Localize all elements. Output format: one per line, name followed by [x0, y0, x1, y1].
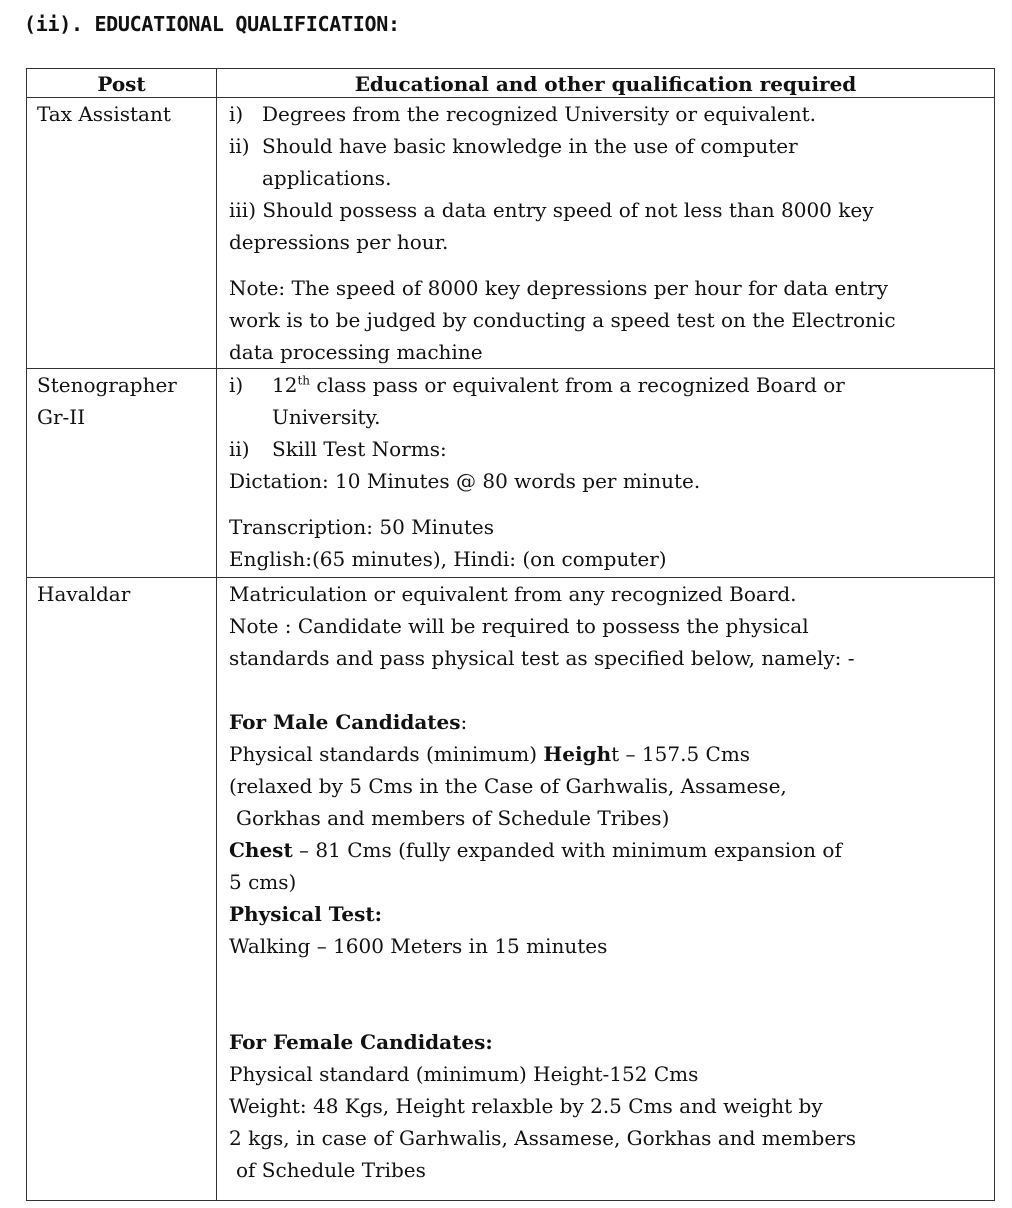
- column-header-qualification: Educational and other qualification required: [217, 69, 995, 98]
- post-name: Stenographer: [37, 373, 177, 397]
- heading-colon: :: [460, 710, 468, 734]
- table-row-havaldar: [27, 578, 995, 1201]
- qualification-cell: [217, 578, 995, 1201]
- note-line: Note : Candidate will be required to possess the physical: [229, 614, 809, 638]
- list-item: [229, 433, 986, 465]
- list-text: Degrees from the recognized University or equivalent.: [262, 102, 817, 126]
- post-cell: [27, 98, 217, 369]
- text-line: University.: [272, 405, 381, 429]
- text-line: applications.: [262, 166, 392, 190]
- note-line: standards and pass physical test as specified below, namely: -: [229, 646, 855, 670]
- physical-test-heading: Physical Test:: [229, 902, 382, 926]
- male-heading-text: For Male Candidates: [229, 710, 461, 734]
- column-header-post: Post: [27, 69, 217, 98]
- transcription-line: Transcription: 50 Minutes: [229, 515, 494, 539]
- chest-line: 5 cms): [229, 870, 297, 894]
- male-heading: [229, 706, 986, 738]
- list-marker: i): [229, 373, 244, 397]
- qualification-table: [26, 68, 995, 1201]
- languages-line: English:(65 minutes), Hindi: (on computer): [229, 547, 667, 571]
- post-name: Tax Assistant: [37, 102, 171, 126]
- text-line: depressions per hour.: [229, 230, 449, 254]
- table-row-tax-assistant: [27, 98, 995, 369]
- text-fragment: class pass or equivalent from a recognized Board or: [310, 373, 845, 397]
- list-marker: ii): [229, 437, 250, 461]
- list-item: [229, 369, 986, 433]
- text-fragment: – 81 Cms (fully expanded with minimum expansion of: [292, 838, 842, 862]
- list-item: [229, 98, 986, 130]
- list-text: [272, 369, 845, 433]
- qualification-cell: [217, 369, 995, 578]
- relaxation-line: (relaxed by 5 Cms in the Case of Garhwalis, Assamese,: [229, 774, 787, 798]
- female-weight-line: 2 kgs, in case of Garhwalis, Assamese, Gorkhas and members: [229, 1126, 856, 1150]
- post-cell: [27, 369, 217, 578]
- female-weight-line: of Schedule Tribes: [236, 1158, 426, 1182]
- list-item: iii) Should possess a data entry speed of not less than 8000 key: [229, 198, 874, 222]
- list-item: [229, 130, 986, 194]
- table-header-row: [27, 69, 995, 98]
- list-text: Skill Test Norms:: [272, 437, 447, 461]
- male-height-line: [229, 738, 986, 770]
- post-grade: Gr-II: [37, 405, 86, 429]
- walking-line: Walking – 1600 Meters in 15 minutes: [229, 934, 608, 958]
- note-line: data processing machine: [229, 340, 483, 364]
- ordinal-suffix: th: [297, 373, 311, 388]
- female-height-line: Physical standard (minimum) Height-152 Cms: [229, 1062, 699, 1086]
- chest-line: [229, 834, 986, 866]
- table-row-stenographer: [27, 369, 995, 578]
- female-weight-line: Weight: 48 Kgs, Height relaxble by 2.5 Cms and weight by: [229, 1094, 823, 1118]
- qualification-cell: [217, 98, 995, 369]
- list-marker: i): [229, 102, 244, 126]
- class-number: 12: [272, 373, 298, 397]
- list-text: [262, 130, 798, 194]
- height-label: Heigh: [543, 742, 612, 766]
- matric-line: Matriculation or equivalent from any recognized Board.: [229, 582, 797, 606]
- text-line: Should have basic knowledge in the use of computer: [262, 134, 798, 158]
- female-heading: For Female Candidates:: [229, 1030, 493, 1054]
- post-cell: [27, 578, 217, 1201]
- text-fragment: Physical standards (minimum): [229, 742, 544, 766]
- list-marker: ii): [229, 134, 250, 158]
- note-line: work is to be judged by conducting a speed test on the Electronic: [229, 308, 896, 332]
- text-fragment: t – 157.5 Cms: [611, 742, 751, 766]
- relaxation-line: Gorkhas and members of Schedule Tribes): [236, 806, 670, 830]
- text-line: [272, 369, 845, 401]
- dictation-line: Dictation: 10 Minutes @ 80 words per minute.: [229, 469, 701, 493]
- post-name: Havaldar: [37, 582, 131, 606]
- chest-label: Chest: [229, 838, 293, 862]
- section-heading: (ii). EDUCATIONAL QUALIFICATION:: [24, 12, 400, 36]
- note-line: Note: The speed of 8000 key depressions per hour for data entry: [229, 276, 889, 300]
